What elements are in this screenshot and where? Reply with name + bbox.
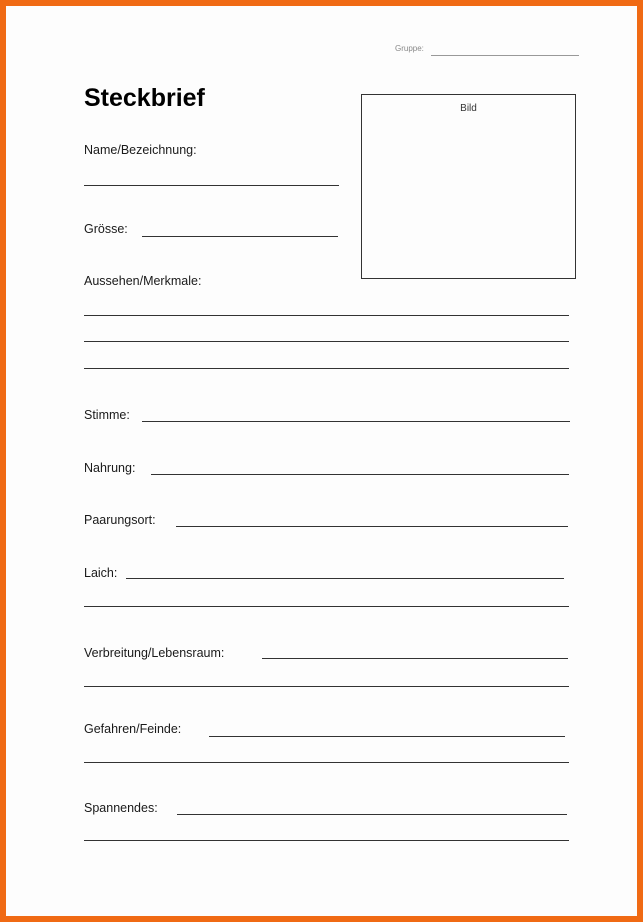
- gruppe-input-line[interactable]: [431, 55, 579, 56]
- verbreitung-input-line-2[interactable]: [84, 686, 569, 687]
- nahrung-input-line[interactable]: [151, 474, 569, 475]
- groesse-label: Grösse:: [84, 222, 128, 236]
- aussehen-input-line-2[interactable]: [84, 341, 569, 342]
- paarungsort-label: Paarungsort:: [84, 513, 156, 527]
- laich-input-line-2[interactable]: [84, 606, 569, 607]
- aussehen-label: Aussehen/Merkmale:: [84, 274, 202, 288]
- laich-label: Laich:: [84, 566, 118, 580]
- stimme-label: Stimme:: [84, 408, 130, 422]
- gefahren-input-line-1[interactable]: [209, 736, 565, 737]
- page-title: Steckbrief: [84, 84, 205, 112]
- gruppe-label: Gruppe:: [395, 44, 424, 53]
- name-input-line[interactable]: [84, 185, 339, 186]
- aussehen-input-line-1[interactable]: [84, 315, 569, 316]
- laich-input-line-1[interactable]: [126, 578, 564, 579]
- spannendes-input-line-2[interactable]: [84, 840, 569, 841]
- aussehen-input-line-3[interactable]: [84, 368, 569, 369]
- picture-box[interactable]: [361, 94, 576, 279]
- groesse-input-line[interactable]: [142, 236, 338, 237]
- gefahren-input-line-2[interactable]: [84, 762, 569, 763]
- verbreitung-input-line-1[interactable]: [262, 658, 568, 659]
- gefahren-label: Gefahren/Feinde:: [84, 722, 182, 736]
- nahrung-label: Nahrung:: [84, 461, 136, 475]
- verbreitung-label: Verbreitung/Lebensraum:: [84, 646, 225, 660]
- picture-box-label: Bild: [460, 103, 477, 114]
- paarungsort-input-line[interactable]: [176, 526, 568, 527]
- name-label: Name/Bezeichnung:: [84, 143, 197, 157]
- spannendes-label: Spannendes:: [84, 801, 158, 815]
- spannendes-input-line-1[interactable]: [177, 814, 567, 815]
- stimme-input-line[interactable]: [142, 421, 570, 422]
